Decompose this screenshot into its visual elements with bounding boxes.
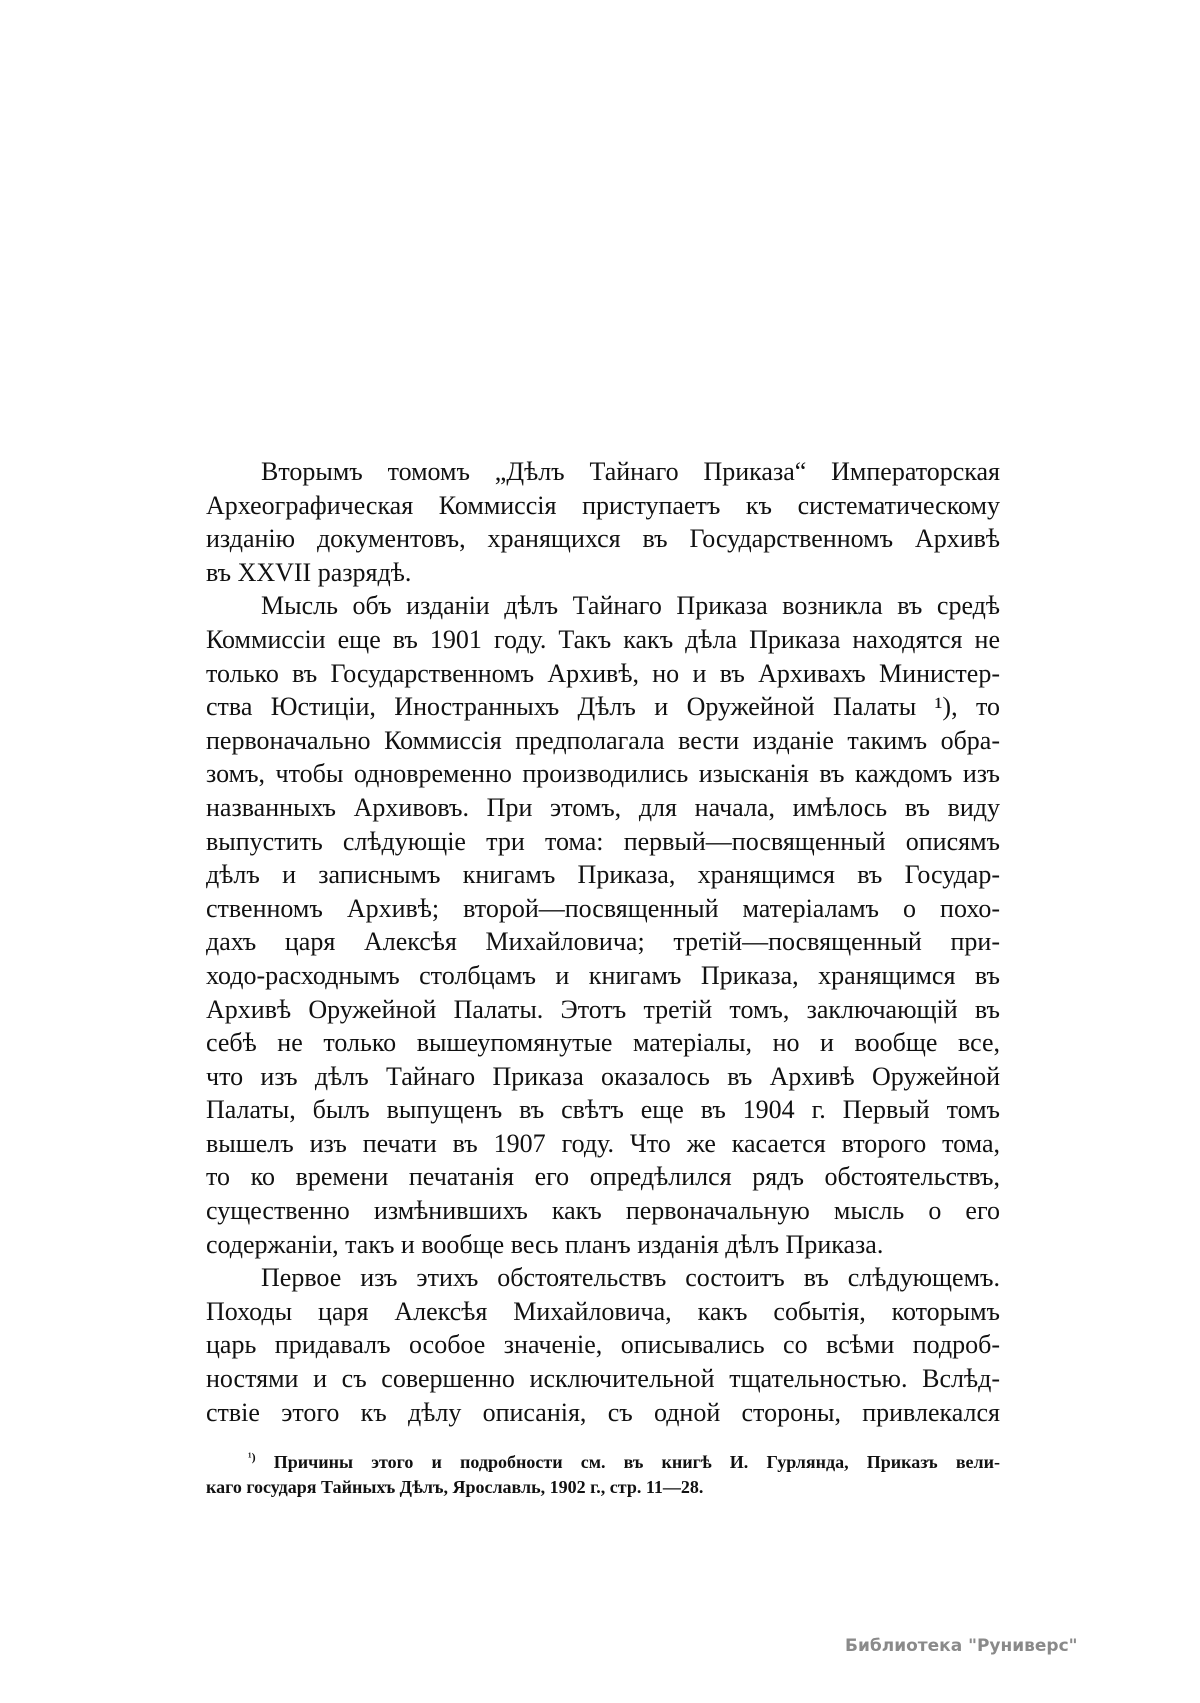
text-line: Палаты, былъ выпущенъ въ свѣтъ еще въ 1904 г. Первый томъ [206, 1095, 1000, 1125]
footnote-line: каго государя Тайныхъ Дѣлъ, Ярославль, 1902 г., стр. 11—28. [206, 1477, 704, 1497]
text-line: что изъ дѣлъ Тайнаго Приказа оказалось въ Архивѣ Оружейной [206, 1061, 1000, 1091]
text-line: Вторымъ томомъ „Дѣлъ Тайнаго Приказа“ Императорская [261, 457, 1000, 486]
text-line: въ XXVII разрядѣ. [206, 557, 412, 587]
text-line: Архивѣ Оружейной Палаты. Этотъ третій томъ, заключающій въ [206, 994, 1000, 1024]
text-line: вышелъ изъ печати въ 1907 году. Что же касается второго тома, [206, 1128, 1000, 1158]
library-watermark: Библиотека "Руниверс" [845, 1636, 1078, 1656]
text-line: ственномъ Архивѣ; второй—посвященный матеріаламъ о похо- [206, 893, 1000, 923]
text-line: существенно измѣнившихъ какъ первоначальную мысль о его [206, 1196, 1000, 1226]
footnote-text: Причины этого и подробности см. въ книгѣ И. Гурлянда, Приказъ вели- [273, 1452, 1000, 1472]
text-line: то ко времени печатанія его опредѣлился рядъ обстоятельствъ, [206, 1162, 1000, 1192]
footnote-marker: ¹) [248, 1450, 256, 1464]
text-line: ствіе этого къ дѣлу описанія, съ одной стороны, привлекался [206, 1397, 1000, 1427]
paragraph-2 [206, 589, 1000, 1261]
text-line: Мысль объ изданіи дѣлъ Тайнаго Приказа возникла въ средѣ [261, 591, 1000, 621]
main-text [206, 455, 1000, 1429]
paragraph-1 [206, 455, 1000, 589]
text-line: содержаніи, такъ и вообще весь планъ изданія дѣлъ Приказа. [206, 1229, 884, 1259]
text-line: ходо-расходнымъ столбцамъ и книгамъ Приказа, хранящимся въ [206, 960, 1000, 990]
text-line: изданію документовъ, хранящихся въ Государственномъ Архивѣ [206, 524, 1000, 554]
text-line: зомъ, чтобы одновременно производились изысканія въ каждомъ изъ [206, 759, 1000, 789]
text-line: Коммиссіи еще въ 1901 году. Такъ какъ дѣла Приказа находятся не [206, 624, 1000, 654]
paragraph-3 [206, 1261, 1000, 1429]
text-line: Походы царя Алексѣя Михайловича, какъ событія, которымъ [206, 1296, 1000, 1326]
text-line: Первое изъ этихъ обстоятельствъ состоитъ въ слѣдующемъ. [261, 1263, 1000, 1293]
text-line: названныхъ Архивовъ. При этомъ, для начала, имѣлось въ виду [206, 792, 1000, 822]
text-line: дахъ царя Алексѣя Михайловича; третій—посвященный при- [206, 927, 1000, 957]
footnote [206, 1450, 1000, 1500]
text-line: только въ Государственномъ Архивѣ, но и въ Архивахъ Министер- [206, 658, 1000, 688]
text-line: себѣ не только вышеупомянутые матеріалы, но и вообще все, [206, 1028, 1000, 1058]
text-line: первоначально Коммиссія предполагала вести изданіе такимъ обра- [206, 725, 1000, 755]
text-line: царь придавалъ особое значеніе, описывались со всѣми подроб- [206, 1330, 1000, 1360]
text-line: ства Юстиціи, Иностранныхъ Дѣлъ и Оружейной Палаты ¹), то [206, 692, 1000, 722]
text-line: Археографическая Коммиссія приступаетъ къ систематическому [206, 490, 1000, 520]
text-line: ностями и съ совершенно исключительной тщательностью. Вслѣд- [206, 1364, 1000, 1394]
text-line: дѣлъ и записнымъ книгамъ Приказа, хранящимся въ Государ- [206, 860, 1000, 890]
footnote-line [206, 1450, 1000, 1475]
text-line: выпустить слѣдующіе три тома: первый—посвященный описямъ [206, 826, 1000, 856]
